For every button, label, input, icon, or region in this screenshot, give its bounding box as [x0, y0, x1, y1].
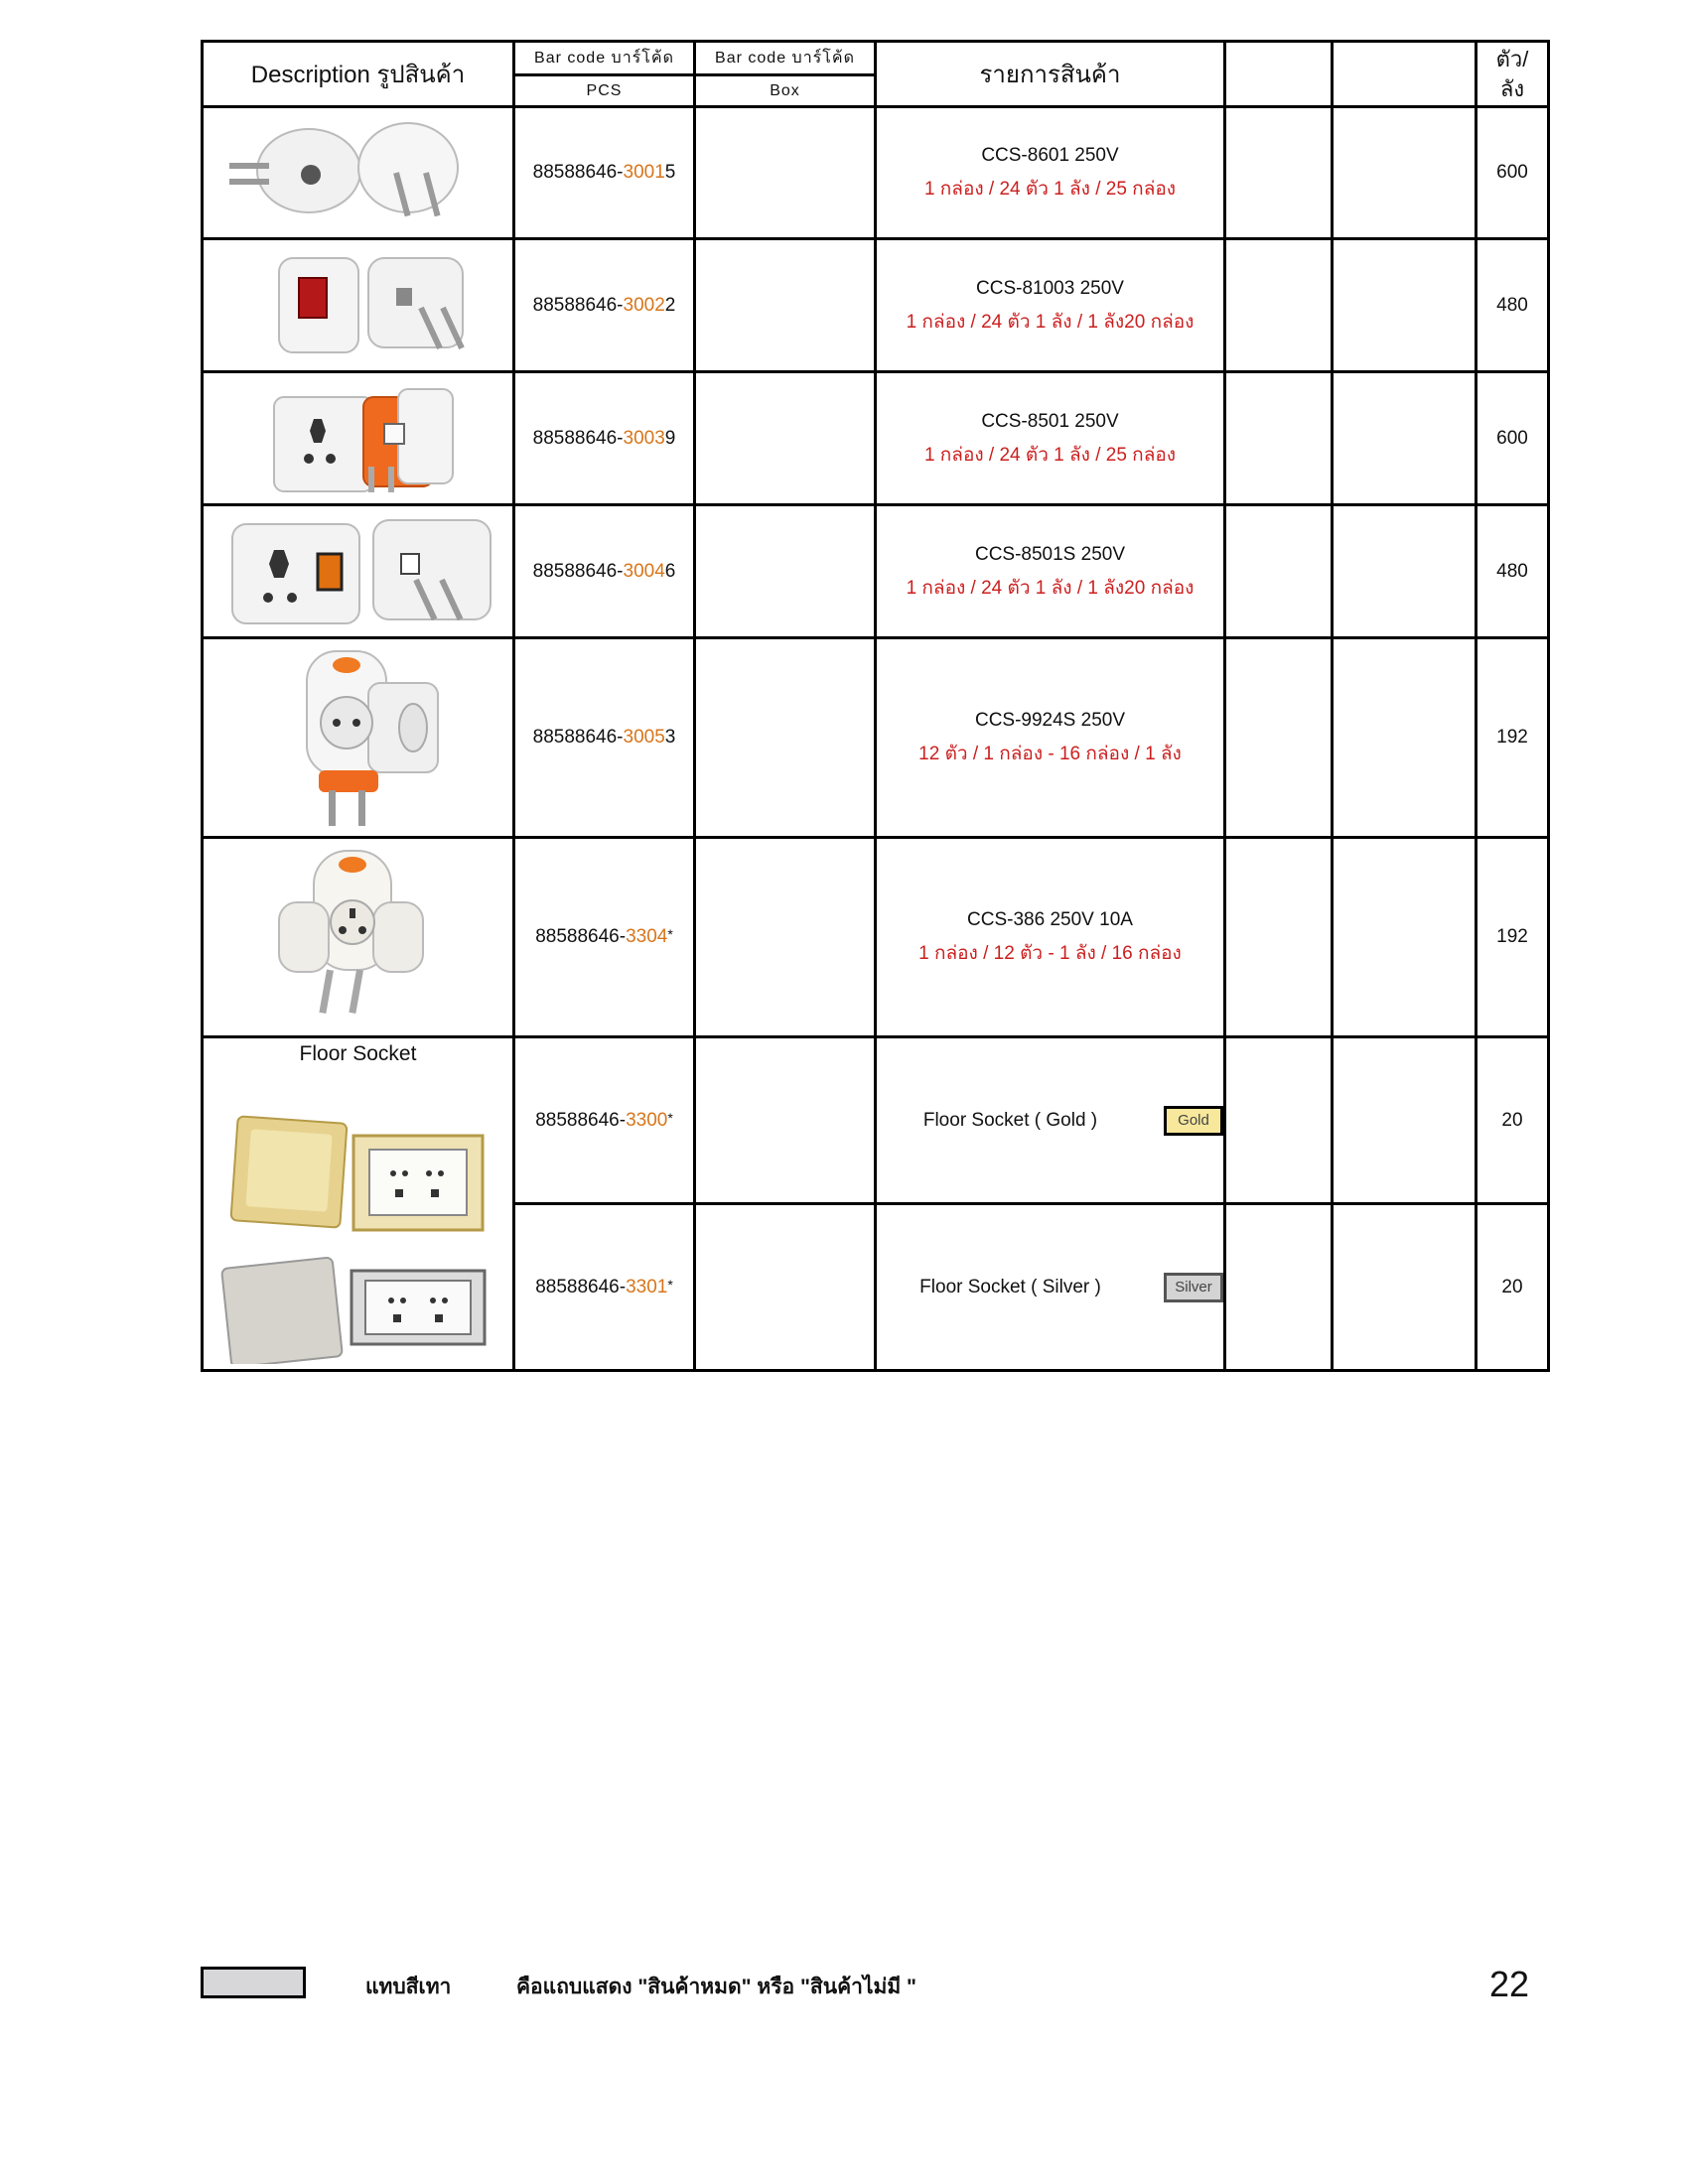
- product-image-cell: [203, 838, 514, 1037]
- item-cell: [876, 239, 1225, 372]
- barcode-pcs-cell: [514, 638, 695, 838]
- silver-swatch: Silver: [1164, 1273, 1223, 1302]
- blank-cell: [1333, 838, 1477, 1037]
- code-highlight: 3304: [626, 926, 668, 947]
- code-star: *: [667, 1276, 673, 1293]
- code-prefix: 88588646-: [532, 427, 624, 449]
- blank-cell: [1225, 638, 1333, 838]
- blank-cell: [1333, 372, 1477, 505]
- code-suffix: 9: [664, 427, 676, 449]
- item-cell: [876, 1204, 1225, 1371]
- barcode-box-cell: [695, 1204, 876, 1371]
- header-box: Box: [695, 75, 876, 107]
- barcode-pcs-cell: [514, 1037, 695, 1204]
- table-row: [203, 107, 1549, 239]
- qty-cell: 192: [1477, 638, 1549, 838]
- header-qty-line1: ตัว/: [1495, 46, 1529, 71]
- table-row: [203, 505, 1549, 638]
- item-pack: 1 กล่อง / 24 ตัว 1 ลัง / 25 กล่อง: [923, 179, 1177, 200]
- item-pack: 1 กล่อง / 24 ตัว 1 ลัง / 1 ลัง20 กล่อง: [906, 577, 1195, 599]
- blank-cell: [1333, 1037, 1477, 1204]
- qty-cell: 600: [1477, 107, 1549, 239]
- item-model: CCS-8501 250V: [981, 410, 1119, 432]
- barcode-box-cell: [695, 838, 876, 1037]
- qty-cell: 480: [1477, 505, 1549, 638]
- table-row: [203, 638, 1549, 838]
- legend-gray-swatch: [201, 1967, 306, 1998]
- code-prefix: 88588646-: [532, 727, 624, 748]
- blank-cell: [1333, 1204, 1477, 1371]
- header-blank-2: [1333, 42, 1477, 107]
- product-table: [201, 40, 1550, 1372]
- floor-socket-image-cell: [203, 1037, 514, 1371]
- code-prefix: 88588646-: [535, 1276, 627, 1297]
- barcode-box-cell: [695, 638, 876, 838]
- blank-cell: [1333, 239, 1477, 372]
- gold-swatch: Gold: [1164, 1106, 1223, 1136]
- universal-switch-adapter-image: [214, 510, 502, 633]
- code-suffix: 5: [664, 162, 676, 183]
- item-label: Floor Socket ( Silver ): [919, 1276, 1101, 1297]
- header-item-list: รายการสินค้า: [876, 42, 1225, 107]
- barcode-pcs-cell: [514, 107, 695, 239]
- code-suffix: 3: [664, 727, 676, 748]
- item-cell: [876, 372, 1225, 505]
- product-image-cell: [203, 505, 514, 638]
- header-qty-line2: ลัง: [1499, 75, 1525, 101]
- code-prefix: 88588646-: [532, 560, 624, 582]
- code-highlight: 3003: [623, 427, 665, 449]
- item-pack: 1 กล่อง / 24 ตัว 1 ลัง / 1 ลัง20 กล่อง: [906, 311, 1195, 333]
- code-suffix: 2: [664, 294, 676, 316]
- blank-cell: [1225, 505, 1333, 638]
- product-image-cell: [203, 638, 514, 838]
- code-highlight: 3300: [626, 1109, 668, 1131]
- universal-adapter-image: [219, 379, 497, 498]
- barcode-pcs-cell: [514, 1204, 695, 1371]
- item-cell: [876, 505, 1225, 638]
- barcode-pcs-cell: [514, 838, 695, 1037]
- code-star: *: [667, 926, 673, 942]
- product-image-cell: [203, 372, 514, 505]
- qty-cell: 192: [1477, 838, 1549, 1037]
- table-row: [203, 372, 1549, 505]
- qty-cell: 20: [1477, 1037, 1549, 1204]
- item-model: CCS-386 250V 10A: [967, 909, 1133, 930]
- code-highlight: 3005: [623, 727, 665, 748]
- code-star: *: [667, 1109, 673, 1126]
- blank-cell: [1333, 107, 1477, 239]
- blank-cell: [1225, 1037, 1333, 1204]
- floor-socket-title: Floor Socket: [299, 1042, 417, 1065]
- blank-cell: [1225, 838, 1333, 1037]
- barcode-pcs-cell: [514, 239, 695, 372]
- header-description: Description รูปสินค้า: [203, 42, 514, 107]
- code-prefix: 88588646-: [535, 1109, 627, 1131]
- product-image-cell: [203, 239, 514, 372]
- header-barcode-box: Bar code บาร์โค้ด: [695, 42, 876, 75]
- qty-cell: 480: [1477, 239, 1549, 372]
- legend-note: คือแถบแสดง "สินค้าหมด" หรือ "สินค้าไม่มี ": [516, 1976, 916, 1998]
- code-prefix: 88588646-: [532, 162, 624, 183]
- barcode-box-cell: [695, 372, 876, 505]
- blank-cell: [1333, 505, 1477, 638]
- barcode-box-cell: [695, 505, 876, 638]
- barcode-pcs-cell: [514, 372, 695, 505]
- item-model: CCS-8501S 250V: [974, 543, 1126, 565]
- code-highlight: 3001: [623, 162, 665, 183]
- item-pack: 1 กล่อง / 12 ตัว - 1 ลัง / 16 กล่อง: [918, 943, 1182, 964]
- table-row: [203, 838, 1549, 1037]
- header-blank-1: [1225, 42, 1333, 107]
- header-pcs: PCS: [514, 75, 695, 107]
- item-model: CCS-8601 250V: [981, 145, 1119, 166]
- barcode-box-cell: [695, 239, 876, 372]
- code-highlight: 3004: [623, 560, 665, 582]
- triple-adapter-image: [259, 643, 458, 832]
- product-image-cell: [203, 107, 514, 239]
- floor-socket-image: [205, 1076, 512, 1364]
- plug-adapter-image: [219, 113, 497, 232]
- code-prefix: 88588646-: [535, 926, 627, 947]
- barcode-box-cell: [695, 107, 876, 239]
- code-prefix: 88588646-: [532, 294, 624, 316]
- legend-label: แทบสีเทา: [365, 1976, 452, 1998]
- item-pack: 1 กล่อง / 24 ตัว 1 ลัง / 25 กล่อง: [923, 444, 1177, 466]
- item-cell: [876, 638, 1225, 838]
- code-highlight: 3002: [623, 294, 665, 316]
- qty-cell: 20: [1477, 1204, 1549, 1371]
- item-cell: [876, 1037, 1225, 1204]
- item-model: CCS-81003 250V: [976, 277, 1124, 299]
- item-model: CCS-9924S 250V: [974, 710, 1126, 731]
- item-cell: [876, 107, 1225, 239]
- blank-cell: [1225, 372, 1333, 505]
- blank-cell: [1225, 107, 1333, 239]
- item-cell: [876, 838, 1225, 1037]
- table-row: [203, 1037, 1549, 1204]
- blank-cell: [1225, 239, 1333, 372]
- header-barcode-pcs: Bar code บาร์โค้ด: [514, 42, 695, 75]
- barcode-pcs-cell: [514, 505, 695, 638]
- code-highlight: 3301: [626, 1276, 668, 1297]
- plug-switch-image: [219, 246, 497, 365]
- blank-cell: [1333, 638, 1477, 838]
- page-number: 22: [1489, 1964, 1530, 2004]
- blank-cell: [1225, 1204, 1333, 1371]
- table-row: [203, 239, 1549, 372]
- triple-adapter-white-image: [259, 843, 458, 1031]
- qty-cell: 600: [1477, 372, 1549, 505]
- item-pack: 12 ตัว / 1 กล่อง - 16 กล่อง / 1 ลัง: [918, 744, 1182, 764]
- header-qty: [1477, 42, 1549, 107]
- code-suffix: 6: [664, 560, 676, 582]
- item-label: Floor Socket ( Gold ): [922, 1109, 1098, 1131]
- barcode-box-cell: [695, 1037, 876, 1204]
